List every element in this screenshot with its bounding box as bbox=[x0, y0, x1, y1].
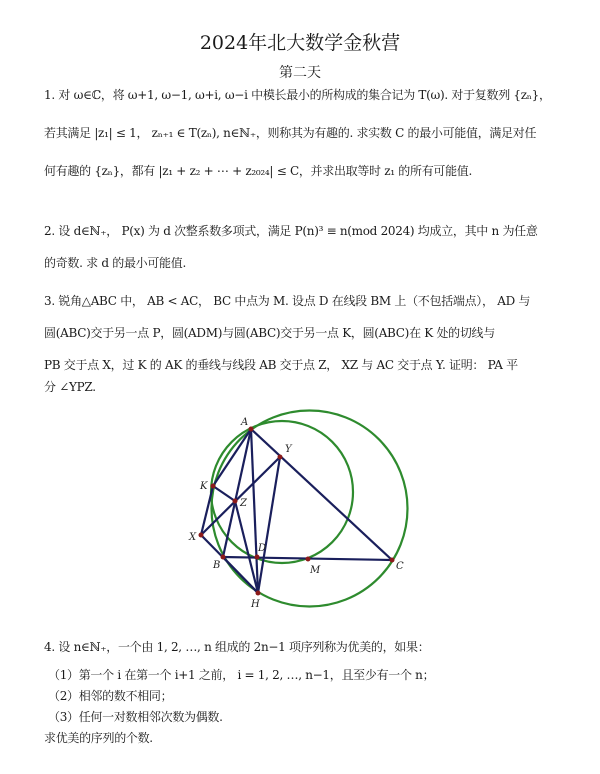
problem4-condition-2: （2）相邻的数不相同； bbox=[48, 689, 173, 703]
problem3-line2: 圆(ABC)交于另一点 P，圆(ADM)与圆(ABC)交于另一点 K，圆(ABC)在 K 处的切线与 bbox=[44, 326, 495, 340]
problem3-line3: PB 交于点 X，过 K 的 AK 的垂线与线段 AB 交于点 Z， XZ 与 AC 交于点 Y. 证明： PA 平 bbox=[44, 358, 518, 372]
label-c: C bbox=[396, 561, 404, 572]
circle-adm bbox=[211, 421, 353, 563]
label-a: A bbox=[241, 417, 249, 428]
label-y: Y bbox=[285, 444, 292, 455]
problem3-line1: 3. 锐角△ABC 中， AB < AC， BC 中点为 M. 设点 D 在线段 BM 上（不包括端点）， AD 与 bbox=[44, 294, 531, 308]
problem1-line3: 何有趣的 {zₙ}，都有 |z₁ + z₂ + ⋯ + z₂₀₂₄| ≤ C，并求出取等时 z₁ 的所有可能值. bbox=[44, 164, 473, 178]
label-k: K bbox=[200, 481, 208, 492]
point-z bbox=[233, 499, 238, 504]
point-d bbox=[255, 555, 260, 560]
point-m bbox=[306, 557, 311, 562]
point-x bbox=[199, 533, 204, 538]
label-x: X bbox=[189, 532, 197, 543]
problem1-line1: 1. 对 ω∈ℂ，将 ω+1, ω−1, ω+i, ω−i 中模长最小的所构成的集合记为 T(ω). 对于复数列 {zₙ}， bbox=[44, 88, 551, 102]
point-y bbox=[278, 455, 283, 460]
label-d: D bbox=[258, 543, 267, 554]
segment-kz bbox=[213, 486, 235, 501]
problem4-question: 求优美的序列的个数. bbox=[44, 731, 153, 745]
label-z: Z bbox=[240, 498, 247, 509]
point-b bbox=[221, 555, 226, 560]
document-subtitle: 第二天 bbox=[279, 65, 321, 81]
problem4-condition-3: （3）任何一对数相邻次数为偶数. bbox=[48, 710, 223, 724]
point-h bbox=[256, 591, 261, 596]
point-c bbox=[390, 558, 395, 563]
problem4-line1: 4. 设 n∈ℕ₊，一个由 1, 2, …, n 组成的 2n−1 项序列称为优美的，如果： bbox=[44, 640, 430, 654]
segment-ac bbox=[251, 429, 392, 560]
label-b: B bbox=[213, 560, 221, 571]
problem1-line2: 若其满足 |z₁| ≤ 1， zₙ₊₁ ∈ T(zₙ), n∈ℕ₊，则称其为有趣的. 求实数 C 的最小可能值，满足对任 bbox=[44, 126, 537, 140]
segment-yh bbox=[258, 457, 280, 593]
label-m: M bbox=[310, 565, 321, 576]
problem2-line2: 的奇数. 求 d 的最小可能值. bbox=[44, 256, 186, 270]
problem2-line1: 2. 设 d∈ℕ₊， P(x) 为 d 次整系数多项式，满足 P(n)³ ≡ n(mod 2024) 均成立，其中 n 为任意 bbox=[44, 224, 538, 238]
point-k bbox=[211, 484, 216, 489]
problem3-line4: 分 ∠YPZ. bbox=[44, 380, 96, 394]
document-title: 2024年北大数学金秋营 bbox=[199, 32, 401, 54]
label-h: H bbox=[251, 599, 260, 610]
problem4-condition-1: （1）第一个 i 在第一个 i+1 之前， i = 1, 2, …, n−1，且至少有一个 n； bbox=[48, 668, 435, 682]
point-a bbox=[249, 427, 254, 432]
